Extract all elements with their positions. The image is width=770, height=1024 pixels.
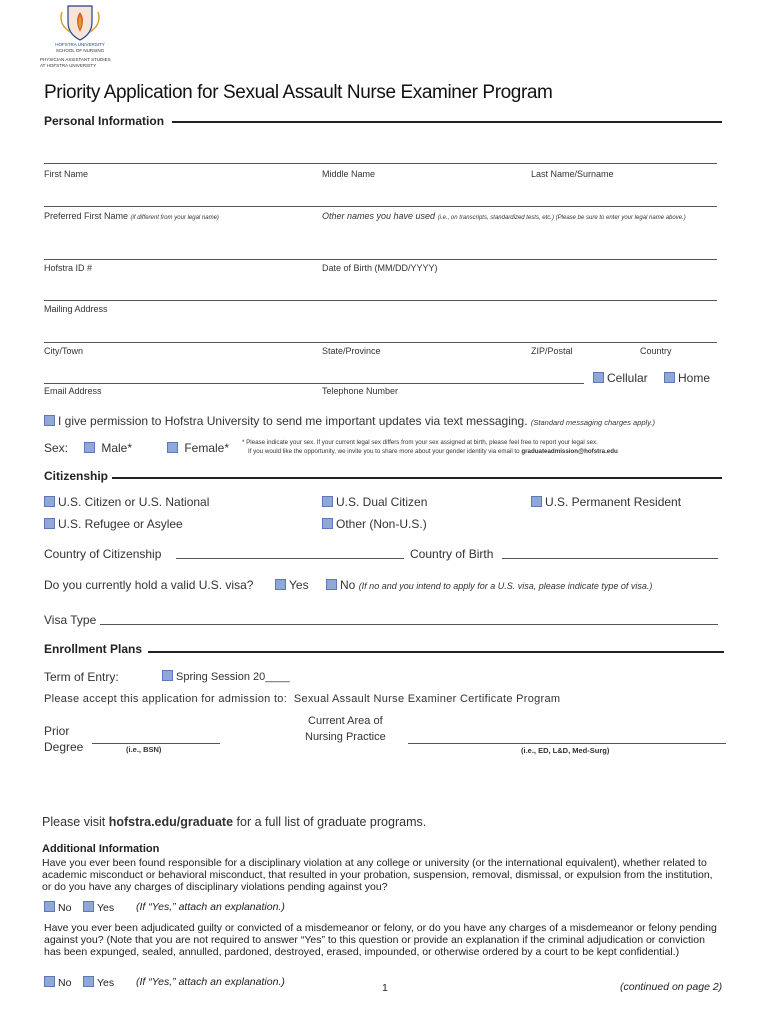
state-label: State/Province	[322, 346, 381, 356]
criminal-no-option[interactable]: No	[44, 976, 71, 989]
spring-session-checkbox[interactable]	[162, 670, 173, 681]
section-divider	[112, 477, 722, 479]
hofstra-id-label: Hofstra ID #	[44, 263, 93, 273]
continued-note: (continued on page 2)	[620, 981, 723, 993]
criminal-yes-option[interactable]: Yes	[83, 976, 114, 989]
permanent-resident-option[interactable]: U.S. Permanent Resident	[531, 495, 681, 509]
mailing-address-label: Mailing Address	[44, 304, 108, 314]
sex-note-2: If you would like the opportunity, we invite you to share more about your gender identity via email to graduateadmission@hofstra.edu	[248, 448, 618, 455]
disciplinary-yes-option[interactable]: Yes	[83, 901, 114, 914]
section-divider	[172, 121, 722, 123]
visa-type-label: Visa Type	[44, 613, 97, 627]
disciplinary-question: Have you ever been found responsible for a disciplinary violation at any college or university (or the international equivalent), whether related to academic misconduct or behavioral misconduct, that resulted in your probation, suspension, removal, dismissal, or expulsion from the institution, or do you have any charges of disciplinary violations pending against you?	[42, 857, 713, 893]
us-citizen-checkbox[interactable]	[44, 496, 55, 507]
female-checkbox[interactable]	[167, 442, 178, 453]
prior-degree-hint: (i.e., BSN)	[126, 745, 162, 754]
section-enrollment-heading: Enrollment Plans	[44, 642, 143, 656]
zip-label: ZIP/Postal	[531, 346, 573, 356]
logo-line-4: AT HOFSTRA UNIVERSITY	[40, 62, 97, 68]
university-logo	[40, 2, 120, 70]
sex-note-1: * Please indicate your sex. If your current legal sex differs from your sex assigned at birth, please feel free to report your legal sex.	[242, 439, 598, 446]
sex-label: Sex:	[44, 441, 69, 455]
dual-citizen-checkbox[interactable]	[322, 496, 333, 507]
email-phone-input-line[interactable]	[44, 383, 584, 384]
current-area-input[interactable]	[408, 743, 726, 744]
shield-crest-icon	[40, 2, 120, 42]
city-state-input-line[interactable]	[44, 342, 717, 343]
telephone-label: Telephone Number	[322, 386, 399, 396]
middle-name-label: Middle Name	[322, 169, 376, 179]
term-entry-label: Term of Entry:	[44, 670, 119, 684]
accept-statement: Please accept this application for admission to: Sexual Assault Nurse Examiner Certificate Program	[44, 693, 561, 705]
visa-yes-checkbox[interactable]	[275, 579, 286, 590]
refugee-checkbox[interactable]	[44, 518, 55, 529]
logo-line-2: SCHOOL OF NURSING	[55, 47, 105, 53]
visa-question: Do you currently hold a valid U.S. visa?	[44, 578, 254, 592]
logo-line-3: PHYSICIAN ASSISTANT STUDIES	[40, 57, 111, 62]
disciplinary-explain-note: (If “Yes,” attach an explanation.)	[136, 901, 285, 913]
text-permission-option[interactable]: I give permission to Hofstra University to send me important updates via text messaging. (Standard messaging charges apply.)	[44, 414, 655, 428]
criminal-yes-checkbox[interactable]	[83, 976, 94, 987]
male-checkbox[interactable]	[84, 442, 95, 453]
female-option[interactable]: Female*	[167, 441, 229, 455]
last-name-label: Last Name/Surname	[531, 169, 614, 179]
prior-degree-input[interactable]	[92, 743, 220, 744]
cellular-option[interactable]: Cellular	[593, 371, 648, 385]
country-citizenship-label: Country of Citizenship	[44, 547, 162, 561]
criminal-no-checkbox[interactable]	[44, 976, 55, 987]
dual-citizen-option[interactable]: U.S. Dual Citizen	[322, 495, 427, 509]
cellular-checkbox[interactable]	[593, 372, 604, 383]
criminal-explain-note: (If “Yes,” attach an explanation.)	[136, 976, 285, 988]
section-personal-heading: Personal Information	[44, 114, 165, 128]
other-non-us-option[interactable]: Other (Non-U.S.)	[322, 517, 427, 531]
id-dob-input-line[interactable]	[44, 259, 717, 260]
page-number: 1	[382, 982, 388, 994]
other-names-label: Other names you have used (i.e., on transcripts, standardized tests, etc.) (Please be sure to enter your legal name above.)	[322, 211, 686, 221]
section-citizenship-heading: Citizenship	[44, 469, 109, 483]
disciplinary-yes-checkbox[interactable]	[83, 901, 94, 912]
first-name-label: First Name	[44, 169, 89, 179]
disciplinary-no-option[interactable]: No	[44, 901, 71, 914]
admission-email-link[interactable]: graduateadmission@hofstra.edu	[521, 448, 618, 455]
visa-no-checkbox[interactable]	[326, 579, 337, 590]
current-area-label: Current Area of Nursing Practice	[305, 715, 386, 743]
spring-session-option[interactable]: Spring Session 20____	[162, 670, 290, 683]
male-option[interactable]: Male*	[84, 441, 132, 455]
prior-degree-label: Prior Degree	[44, 724, 84, 754]
visa-yes-option[interactable]: Yes	[275, 578, 309, 592]
visa-type-input[interactable]	[100, 624, 718, 625]
country-citizenship-input[interactable]	[176, 558, 404, 559]
name-input-line[interactable]	[44, 163, 717, 164]
page-title: Priority Application for Sexual Assault Nurse Examiner Program	[44, 82, 553, 103]
us-citizen-option[interactable]: U.S. Citizen or U.S. National	[44, 495, 209, 509]
graduate-programs-link[interactable]: hofstra.edu/graduate	[108, 815, 234, 829]
permission-checkbox[interactable]	[44, 415, 55, 426]
current-area-hint: (i.e., ED, L&D, Med-Surg)	[521, 746, 610, 755]
refugee-option[interactable]: U.S. Refugee or Asylee	[44, 517, 183, 531]
country-birth-label: Country of Birth	[410, 547, 494, 561]
preferred-name-input-line[interactable]	[44, 206, 717, 207]
section-additional-heading: Additional Information	[42, 843, 160, 855]
section-divider	[148, 651, 724, 653]
mailing-address-input-line[interactable]	[44, 300, 717, 301]
program-name: Sexual Assault Nurse Examiner Certificate Program	[293, 693, 561, 705]
criminal-question: Have you ever been adjudicated guilty or convicted of a misdemeanor or felony, or do you have any charges of a misdemeanor or felony pending against you? (Note that you are not required to answer “Yes” to this question or provide an explanation if the criminal adjudication or conviction has been expunged, sealed, annulled, pardoned, destroyed, erased, impounded, or otherwise ordered by a court to be kept confidential.)	[44, 922, 717, 958]
country-birth-input[interactable]	[502, 558, 718, 559]
visit-statement: Please visit hofstra.edu/graduate for a full list of graduate programs.	[42, 815, 427, 829]
disciplinary-no-checkbox[interactable]	[44, 901, 55, 912]
other-non-us-checkbox[interactable]	[322, 518, 333, 529]
permanent-resident-checkbox[interactable]	[531, 496, 542, 507]
email-label: Email Address	[44, 386, 102, 396]
logo-line-1: HOFSTRA UNIVERSITY	[55, 42, 105, 47]
preferred-name-label: Preferred First Name (if different from your legal name)	[44, 211, 219, 221]
city-label: City/Town	[44, 346, 84, 356]
home-checkbox[interactable]	[664, 372, 675, 383]
dob-label: Date of Birth (MM/DD/YYYY)	[322, 263, 438, 273]
country-label: Country	[640, 346, 672, 356]
home-option[interactable]: Home	[664, 371, 710, 385]
visa-no-option[interactable]: No (If no and you intend to apply for a U.S. visa, please indicate type of visa.)	[326, 578, 652, 592]
